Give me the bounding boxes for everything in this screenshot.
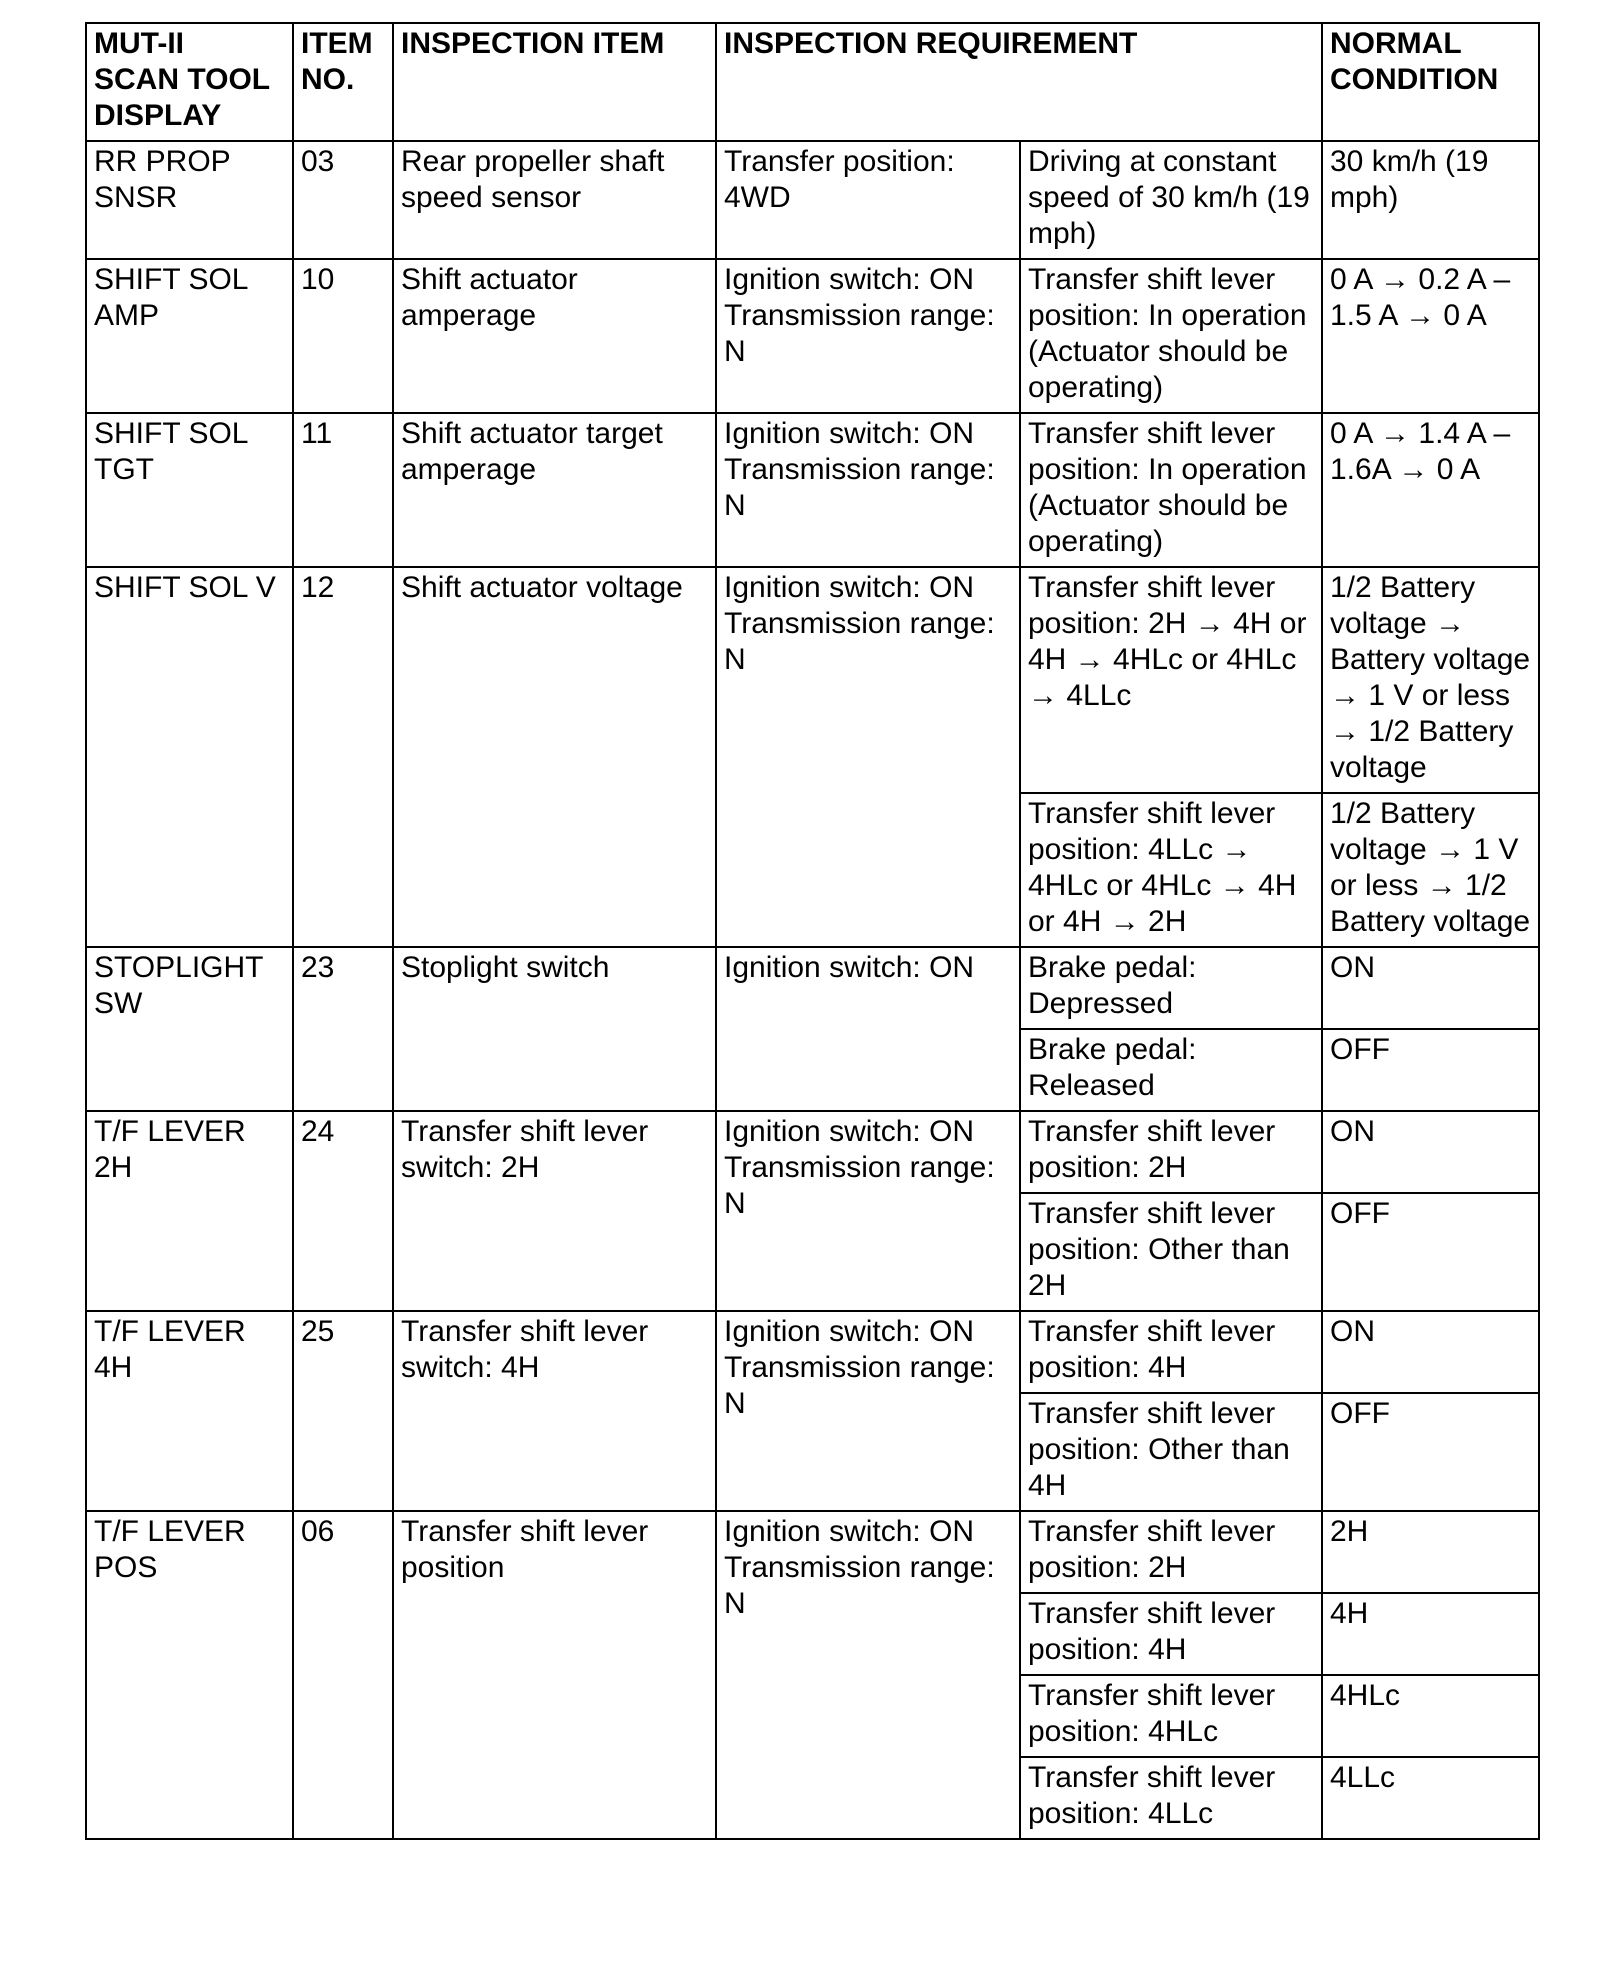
normal-condition-cell: 30 km/h (19 mph)	[1322, 141, 1539, 259]
inspection-item-cell: Shift actuator voltage	[393, 567, 716, 947]
requirement-condition-cell: Transfer shift lever position: 4LLc → 4HLc or 4HLc → 4H or 4H → 2H	[1020, 793, 1322, 947]
requirement-primary-cell: Ignition switch: ON Transmission range: N	[716, 567, 1020, 947]
scan-tool-display-cell: T/F LEVER POS	[86, 1511, 293, 1839]
item-no-cell: 11	[293, 413, 393, 567]
requirement-condition-cell: Transfer shift lever position: 4LLc	[1020, 1757, 1322, 1839]
scan-tool-display-cell: SHIFT SOL V	[86, 567, 293, 947]
requirement-condition-cell: Transfer shift lever position: In operation (Actuator should be operating)	[1020, 259, 1322, 413]
scan-tool-display-cell: T/F LEVER 4H	[86, 1311, 293, 1511]
item-no-cell: 06	[293, 1511, 393, 1839]
table-row	[86, 1111, 1539, 1193]
requirement-condition-cell: Transfer shift lever position: 2H	[1020, 1111, 1322, 1193]
requirement-primary-cell: Ignition switch: ON Transmission range: N	[716, 259, 1020, 413]
requirement-condition-cell: Transfer shift lever position: 2H	[1020, 1511, 1322, 1593]
header-inspection-item: INSPECTION ITEM	[393, 23, 716, 141]
requirement-condition-cell: Transfer shift lever position: 4H	[1020, 1311, 1322, 1393]
inspection-item-cell: Shift actuator amperage	[393, 259, 716, 413]
item-no-cell: 25	[293, 1311, 393, 1511]
normal-condition-cell: 2H	[1322, 1511, 1539, 1593]
normal-condition-cell: 4HLc	[1322, 1675, 1539, 1757]
table-row	[86, 141, 1539, 259]
table-row	[86, 947, 1539, 1029]
requirement-primary-cell: Ignition switch: ON Transmission range: N	[716, 1511, 1020, 1839]
requirement-primary-cell: Transfer position: 4WD	[716, 141, 1020, 259]
item-no-cell: 03	[293, 141, 393, 259]
inspection-item-cell: Stoplight switch	[393, 947, 716, 1111]
normal-condition-cell: ON	[1322, 1311, 1539, 1393]
inspection-item-cell: Transfer shift lever position	[393, 1511, 716, 1839]
normal-condition-cell: 0 A → 0.2 A – 1.5 A → 0 A	[1322, 259, 1539, 413]
requirement-condition-cell: Transfer shift lever position: 4HLc	[1020, 1675, 1322, 1757]
scan-tool-display-cell: RR PROP SNSR	[86, 141, 293, 259]
header-normal-condition: NORMAL CONDITION	[1322, 23, 1539, 141]
normal-condition-cell: 1/2 Battery voltage → Battery voltage → 1 V or less → 1/2 Battery voltage	[1322, 567, 1539, 793]
requirement-primary-cell: Ignition switch: ON Transmission range: N	[716, 1311, 1020, 1511]
item-no-cell: 24	[293, 1111, 393, 1311]
requirement-condition-cell: Brake pedal: Released	[1020, 1029, 1322, 1111]
inspection-table	[85, 22, 1540, 1840]
table-row	[86, 1311, 1539, 1393]
normal-condition-cell: 1/2 Battery voltage → 1 V or less → 1/2 Battery voltage	[1322, 793, 1539, 947]
normal-condition-cell: ON	[1322, 947, 1539, 1029]
normal-condition-cell: OFF	[1322, 1393, 1539, 1511]
header-inspection-requirement: INSPECTION REQUIREMENT	[716, 23, 1322, 141]
table-row	[86, 259, 1539, 413]
table-row	[86, 1511, 1539, 1593]
requirement-primary-cell: Ignition switch: ON Transmission range: N	[716, 1111, 1020, 1311]
normal-condition-cell: 0 A → 1.4 A – 1.6A → 0 A	[1322, 413, 1539, 567]
scan-tool-display-cell: T/F LEVER 2H	[86, 1111, 293, 1311]
header-row	[86, 23, 1539, 141]
inspection-item-cell: Rear propeller shaft speed sensor	[393, 141, 716, 259]
inspection-item-cell: Shift actuator target amperage	[393, 413, 716, 567]
requirement-condition-cell: Transfer shift lever position: Other than 2H	[1020, 1193, 1322, 1311]
scan-tool-display-cell: SHIFT SOL TGT	[86, 413, 293, 567]
scan-tool-display-cell: SHIFT SOL AMP	[86, 259, 293, 413]
requirement-condition-cell: Driving at constant speed of 30 km/h (19 mph)	[1020, 141, 1322, 259]
normal-condition-cell: OFF	[1322, 1029, 1539, 1111]
requirement-primary-cell: Ignition switch: ON Transmission range: N	[716, 413, 1020, 567]
normal-condition-cell: 4H	[1322, 1593, 1539, 1675]
requirement-condition-cell: Transfer shift lever position: 4H	[1020, 1593, 1322, 1675]
header-display: MUT-II SCAN TOOL DISPLAY	[86, 23, 293, 141]
item-no-cell: 10	[293, 259, 393, 413]
requirement-condition-cell: Transfer shift lever position: In operation (Actuator should be operating)	[1020, 413, 1322, 567]
requirement-condition-cell: Transfer shift lever position: 2H → 4H or 4H → 4HLc or 4HLc → 4LLc	[1020, 567, 1322, 793]
inspection-item-cell: Transfer shift lever switch: 4H	[393, 1311, 716, 1511]
table-row	[86, 413, 1539, 567]
inspection-item-cell: Transfer shift lever switch: 2H	[393, 1111, 716, 1311]
normal-condition-cell: OFF	[1322, 1193, 1539, 1311]
item-no-cell: 12	[293, 567, 393, 947]
header-item-no: ITEM NO.	[293, 23, 393, 141]
normal-condition-cell: ON	[1322, 1111, 1539, 1193]
item-no-cell: 23	[293, 947, 393, 1111]
scan-tool-display-cell: STOPLIGHT SW	[86, 947, 293, 1111]
normal-condition-cell: 4LLc	[1322, 1757, 1539, 1839]
requirement-condition-cell: Brake pedal: Depressed	[1020, 947, 1322, 1029]
requirement-primary-cell: Ignition switch: ON	[716, 947, 1020, 1111]
requirement-condition-cell: Transfer shift lever position: Other than 4H	[1020, 1393, 1322, 1511]
table-row	[86, 567, 1539, 793]
